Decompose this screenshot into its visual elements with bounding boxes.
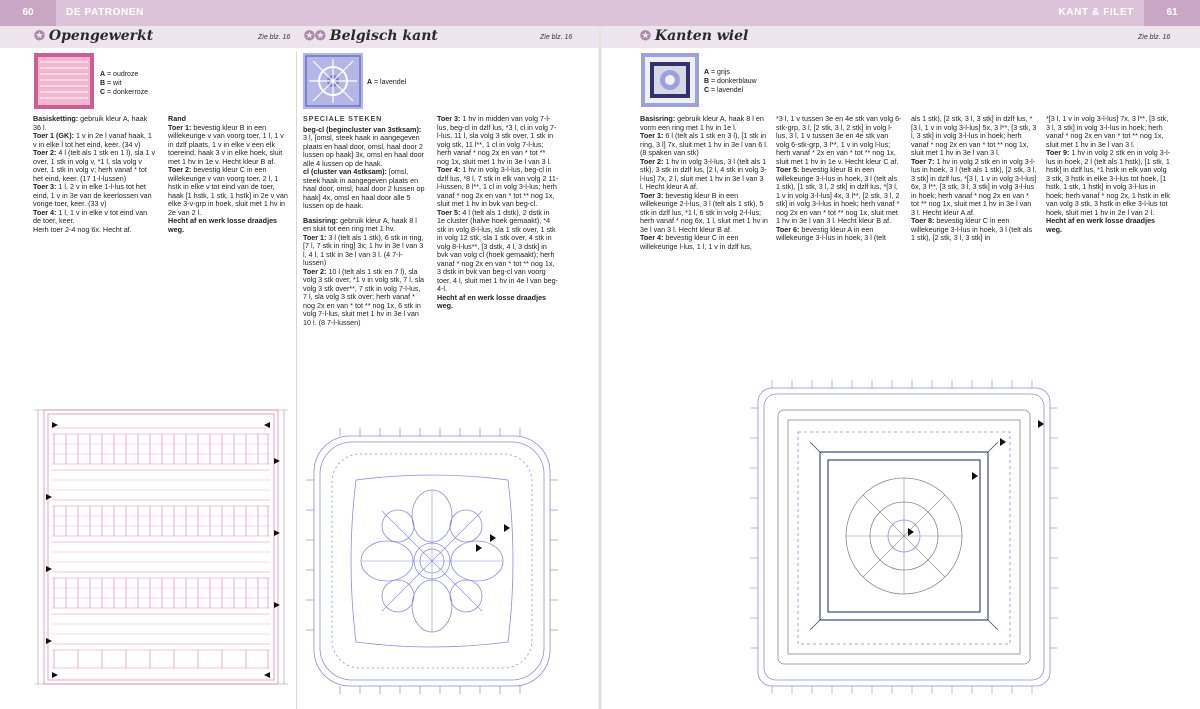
stitch-chart-kanten-wiel <box>748 378 1060 696</box>
instructions-col-2: Rand Toer 1: bevestig kleur B in een willekeurige v van voorg toer, 1 l, 1 v in dzlf plaats, 1 v in elke v een elk toereind, haak 3 v in elke hoek, sluit met 1 hv in 1e v. Hecht kleur B af. Toer 2: bevestig kleur C in een willekeurige v van voorg toer, 2 l, 1 hstk in elke v tot eind van de toer, haak [1 hstk, 1 stk, 1 hstk] in 2e v van elke 3-v-grp in hoek, sluit met 1 hv in 2e van 2 l. Hecht af en werk losse draadjes weg. <box>168 114 288 234</box>
page-reference: Zie blz. 16 <box>258 34 291 41</box>
page-reference: Zie blz. 16 <box>1138 34 1171 41</box>
swatch-image <box>303 53 363 109</box>
column-divider <box>296 52 297 709</box>
two-star-icon: ✪✪ <box>304 29 326 44</box>
running-head-right: KANT & FILET <box>1058 7 1134 18</box>
color-legend: A = grijs B = donkerblauw C = lavendel <box>704 69 757 94</box>
pattern-title-belgisch-kant: ✪✪ Belgisch kant <box>304 28 438 44</box>
stitch-chart-belgisch-kant <box>300 420 564 700</box>
instructions-col-2: *3 l, 1 v tussen 3e en 4e stk van volg 6-stk-grp, 3 l, [2 stk, 3 l, 2 stk] in volg l-lus, 3 l, 1 v tussen 3e en 4e stk van volg 6-stk-grp, 3 l**, 1 v in volg l-lus; herh vanaf * 2x en van * tot ** nog 1x, sluit met 1 hv in 1e v. Hecht kleur C af. Toer 5: bevestig kleur B in een willekeurige 3-l-lus in hoek, 3 l (telt als 1 stk), [1 stk, 3 l, 2 stk] in dzlf lus, *[3 l, 1 v in volg 3-l-lus] 4x, 3 l**, [2 stk, 3 l, 2 stk] in volg 3-l-lus in hoek; herh vanaf * nog 2x en van * tot ** nog 1x, sluit met 1 hv in 3e l van 3 l. Hecht kleur B af. Toer 6: bevestig kleur A in een willekeurige 3-l-lus in hoek, 3 l (telt <box>776 114 902 242</box>
top-banner <box>0 0 1200 26</box>
instructions-col-2: Toer 3: 1 hv in midden van volg 7-l-lus, beg-cl in dzlf lus, *3 l, cl in volg 7-l-lus, 11 l, sla volg 3 stk over, 1 stk in volg stk, 11 l**, 1 cl in volg 7-l-lus; herh vanaf * nog 2x en van * tot ** nog 1x, sluit met 1 hv in 3e l van 3 l. Toer 4: 1 hv in volg 3-l-lus, beg-cl in dzlf lus, *8 l, 7 stk in elk van volg 2 11-l-lussen, 8 l**, 1 cl in volg 3-l-lus; herh vanaf * nog 2x en van * tot ** nog 1x, sluit met 1 hv in bvk van beg-cl. Toer 5: 4 l (telt als 1 dstk), 2 dstk in 1e cluster (halve hoek gemaakt), *4 stk in volg 8-l-lus, sla 1 stk over, 1 stk in volg 12 stk, sla 1 stk over, 4 stk in volg 8-l-lus**, [3 dstk, 4 l, 3 dstk] in bvk van volg cl (hoek gemaakt); herh vanaf * nog 2x en van * tot ** nog 1x, 3 dstk in bvk van beg-cl van voorg toer, 4 l, sluit met 1 hv in 4e l van beg-4-l. Hecht af en werk losse draadjes weg. <box>437 114 559 310</box>
star-icon: ✪ <box>640 29 651 44</box>
running-head-left: DE PATRONEN <box>66 7 144 18</box>
page-number-left: 60 <box>0 0 56 26</box>
instructions-col-1: SPECIALE STEKEN beg-cl (begincluster van 3stksam): 3 l, [omsl, steek haak in aangegeven plaats en haal door, omsl, haal door 2 lussen op haak] 3x, omsl en haal door alle 4 lussen op de haak. cl (cluster van 4stksam): [omsl, steek haak in aangegeven plaats en haal door, omsl, haal door 2 lussen op haak] 4x, omsl en haal door alle 5 lussen op de haak. Basisring: gebruik kleur A, haak 8 l en sluit tot een ring met 1 hv. Toer 1: 3 l (telt als 1 stk), 6 stk in ring, [7 l, 7 stk in ring] 3x; 1 hv in 3e l van 3 l, 4 l, 1 stk in 3e l van 3 l. (4 7-l-lussen) Toer 2: 10 l (telt als 1 stk en 7 l), sla volg 3 stk over, *1 v in volg stk, 7 l, sla volg 3 stk over**, 7 stk in volg 7-l-lus, 7 l, sla volg 3 stk over; herh vanaf * nog 2x en van * tot ** nog 1x, 6 stk in volg 7-l-lus, sluit met 1 hv in 3e l van 10 l. (8 7-l-lussen) <box>303 114 425 327</box>
color-legend: A = lavendel <box>367 79 407 86</box>
instructions-col-1: Basisring: gebruik kleur A, haak 8 l en vorm een ring met 1 hv in 1e l. Toer 1: 6 l (telt als 1 stk en 3 l), [1 stk in ring, 3 l] 7x, sluit met 1 hv in 3e l van 6 l. (8 spaken van stk) Toer 2: 1 hv in volg 3-l-lus, 3 l (telt als 1 stk), 3 stk in dzlf lus, [2 l, 4 stk in volg 3-l-lus] 7x, 2 l, sluit met 1 hv in 3e l van 3 l. Hecht kleur A af. Toer 3: bevestig kleur B in een willekeurige 2-l-lus, 3 l (telt als 1 stk), 5 stk in dzlf lus, *1 l, 6 stk in volg 2-l-lus; herh vanaf * nog 6x, 1 l, sluit met 1 hv in 3e l van 3 l. Hecht kleur B af. Toer 4: bevestig kleur C in een willekeurige l-lus, 1 l, 1 v in dzlf lus, <box>640 114 768 251</box>
page-number-right: 61 <box>1144 0 1200 26</box>
pattern-title-kanten-wiel: ✪ Kanten wiel <box>640 28 749 44</box>
instructions-col-3: als 1 stk), [2 stk, 3 l, 3 stk] in dzlf lus, *[3 l, 1 v in volg 3-l-lus] 5x, 3 l**, [3 stk, 3 l, 3 stk] in volg 3-l-lus in hoek; herh vanaf * nog 2x en van * tot ** nog 1x, sluit met 1 hv in 3e l van 3 l. Toer 7: 1 hv in volg 2 stk en in volg 3-l-lus in hoek, 3 l (telt als 1 stk), [2 stk, 3 l, 3 stk] in dzlf lus, *[3 l, 1 v in volg 3-l-lus] 6x, 3 l**, [3 stk, 3 l, 3 stk] in volg 3-l-lus in hoek; herh vanaf * nog 2x en van * tot ** nog 1x, sluit met 1 hv in 3e l van 3 l. Hecht kleur A af. Toer 8: bevestig kleur C in een willekeurige 3-l-lus in hoek, 3 l (telt als 1 stk), [2 stk, 3 l, 3 stk] in <box>911 114 1037 242</box>
instructions-col-1: Basisketting: gebruik kleur A, haak 36 l. Toer 1 (GK): 1 v in 2e l vanaf haak, 1 v in elke l tot het eind, keer. (34 v) Toer 2: 4 l (telt als 1 stk en 1 l), sla 1 v over, 1 stk in volg v, *1 l, sla volg v over, 1 stk in volg v; herh vanaf * tot het eind, keer. (17 1-l-lussen) Toer 3: 1 l, 2 v in elke 1-l-lus tot het eind, 1 v in 3e van de keerlossen van vorige toer, keer. (33 v) Toer 4: 1 l, 1 v in elke v tot eind van de toer, keer. Herh toer 2-4 nog 6x. Hecht af. <box>33 114 156 234</box>
color-legend: A = oudroze B = wit C = donkerroze <box>100 71 149 96</box>
instructions-col-4: *[3 l, 1 v in volg 3-l-lus] 7x, 3 l**, [3 stk, 3 l, 3 stk] in volg 3-l-lus in hoek; herh vanaf * nog 2x en van * tot ** nog 1x, sluit met 1 hv in 3e l van 3 l. Toer 9: 1 hv in volg 2 stk en in volg 3-l-lus in hoek, 2 l (telt als 1 hstk), [1 stk, 1 hstk] in dzlf lus, *1 hstk in elk van volg 3 stk, 3 hstk in elke 3-l-lus tot hoek, [1 hstk, 1 stk, 1 hstk] in volg 3-l-lus in hoek; herh vanaf * nog 2x, 1 hstk in elk van volg 3 stk, 3 hstk in elke 3-l-lus tot hoek, sluit met 1 hv in 2e l van 2 l. Hecht af en werk losse draadjes weg. <box>1046 114 1171 234</box>
swatch-image <box>34 53 94 109</box>
swatch-image <box>641 53 699 107</box>
page-reference: Zie blz. 16 <box>540 34 573 41</box>
pattern-title-opengewerkt: ✪ Opengewerkt <box>34 28 154 44</box>
star-icon: ✪ <box>34 29 45 44</box>
stitch-chart-opengewerkt <box>30 398 292 696</box>
book-gutter <box>598 26 602 709</box>
